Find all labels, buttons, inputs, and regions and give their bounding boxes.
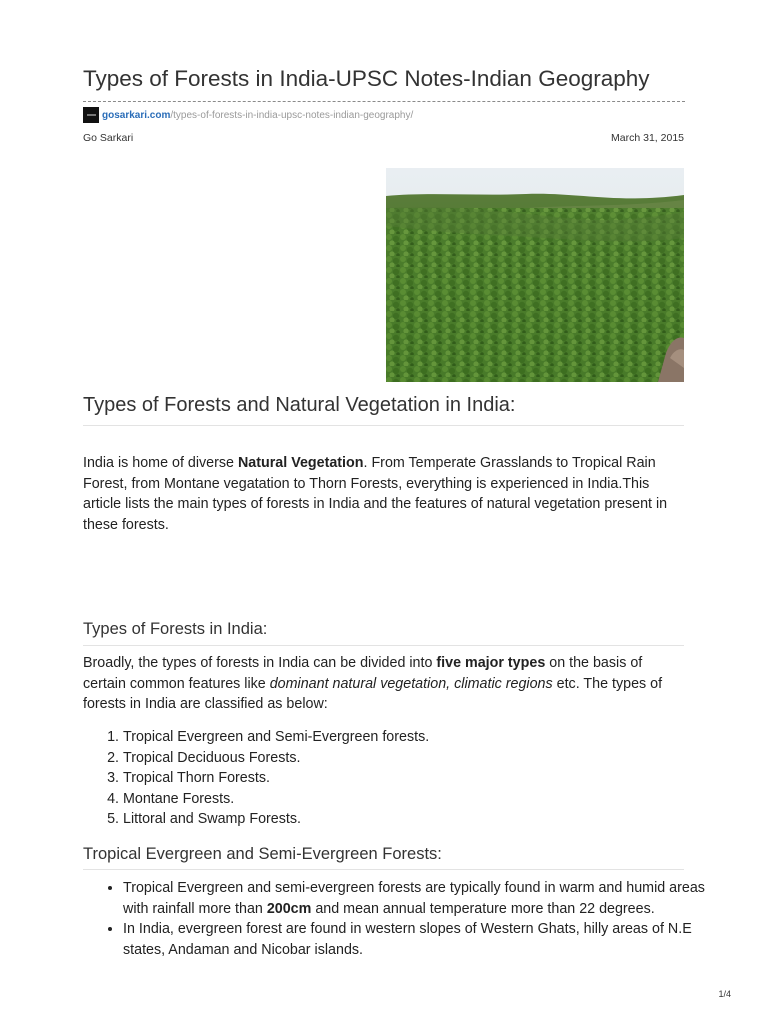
section-divider: [83, 869, 684, 870]
forest-landscape-photo-icon: [386, 168, 684, 382]
intro-text-rest: . From Temperate Grasslands to Tropical Rain Forest, from Montane vegatation to Thorn Forests, everything is experienced in India.This article lists the main types of forests in India and the features of natural vegetation present in these forests.: [83, 455, 668, 533]
forest-types-list: [83, 727, 728, 830]
section-heading-forests-vegetation: Types of Forests and Natural Vegetation in India:: [83, 394, 516, 416]
title-divider: [83, 101, 685, 102]
list-item: [123, 878, 728, 919]
bullet-bold-text: 200cm: [266, 900, 312, 917]
types-italic-text: dominant natural vegetation, climatic regions: [269, 675, 553, 692]
bullet-text-rest: and mean annual temperature more than 22 degrees.: [311, 900, 655, 917]
intro-bold-text: Natural Vegetation: [237, 455, 364, 471]
types-text: Broadly, the types of forests in India can be divided into: [83, 655, 437, 671]
hero-forest-image: [386, 168, 684, 382]
source-path[interactable]: /types-of-forests-in-india-upsc-notes-indian-geography/: [170, 109, 414, 121]
site-favicon-icon: [83, 107, 99, 123]
list-item: 1. Tropical Evergreen and Semi-Evergreen forests.: [123, 727, 728, 748]
section-heading-tropical-evergreen: Tropical Evergreen and Semi-Evergreen Forests:: [83, 845, 442, 863]
source-domain[interactable]: gosarkari.com: [102, 109, 171, 121]
page-title: Types of Forests in India-UPSC Notes-Indian Geography: [83, 66, 650, 91]
list-item: 3. Tropical Thorn Forests.: [123, 768, 728, 789]
list-item: • In India, evergreen forest are found in western slopes of Western Ghats, hilly areas of N.E states, Andaman and Nicobar islands.: [123, 919, 728, 960]
list-item: 2. Tropical Deciduous Forests.: [123, 748, 728, 769]
section-heading-types-of-forests: Types of Forests in India:: [83, 620, 268, 638]
publish-date: March 31, 2015: [611, 132, 684, 144]
types-bold-text: five major types: [436, 655, 546, 671]
intro-paragraph: [83, 453, 688, 535]
list-item: 5. Littoral and Swamp Forests.: [123, 809, 728, 830]
intro-text: India is home of diverse: [83, 455, 238, 471]
source-link[interactable]: [83, 107, 413, 123]
types-text-rest: etc. The types of forests in India are classified as below:: [83, 675, 663, 712]
page-number: 1/4: [718, 989, 731, 999]
list-item: 4. Montane Forests.: [123, 789, 728, 810]
section-divider: [83, 425, 684, 426]
section-divider: [83, 645, 684, 646]
author-name: Go Sarkari: [83, 132, 134, 144]
types-paragraph: [83, 653, 688, 715]
types-text-mid: on the basis of certain common features like: [83, 655, 643, 692]
bullet-text: Tropical Evergreen and semi-evergreen forests are typically found in warm and humid areas with rainfall more than: [123, 880, 705, 917]
evergreen-bullet-list: [83, 878, 728, 960]
